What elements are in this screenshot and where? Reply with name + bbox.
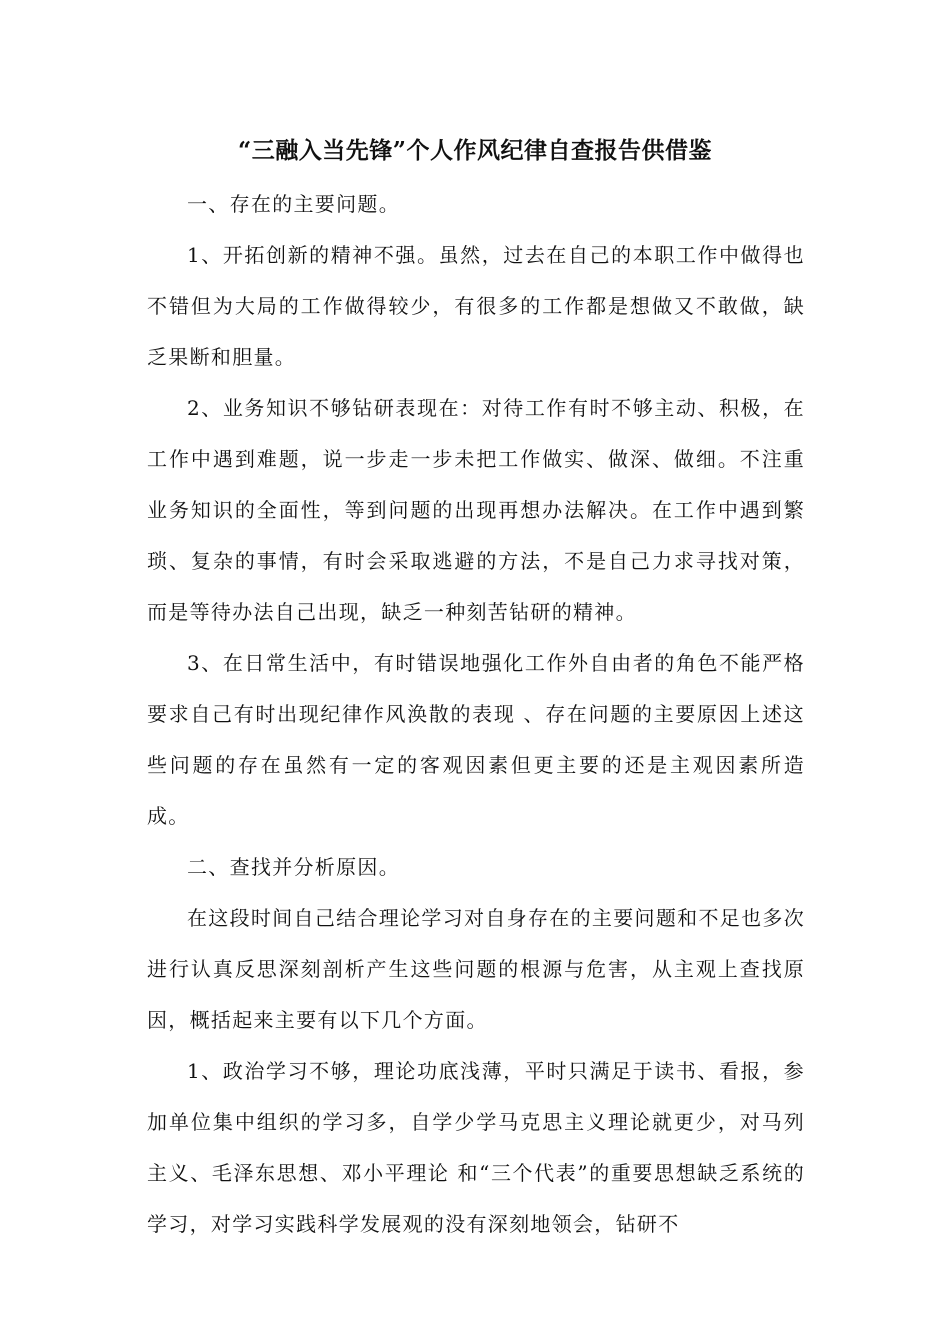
paragraph-knowledge: 2、业务知识不够钻研表现在：对待工作有时不够主动、积极，在工作中遇到难题，说一步走一步未把工作做实、做深、做细。不注重业务知识的全面性，等到问题的出现再想办法解决。在工作中遇到繁琐、复杂的事情，有时会采取逃避的方法，不是自己力求寻找对策，而是等待办法自己出现，缺乏一种刻苦钻研的精神。: [147, 396, 805, 624]
heading-causes: 二、查找并分析原因。: [187, 855, 400, 879]
document-body: [147, 179, 805, 1250]
paragraph-reflection: 在这段时间自己结合理论学习对自身存在的主要问题和不足也多次进行认真反思深刻剖析产生这些问题的根源与危害，从主观上查找原因，概括起来主要有以下几个方面。: [147, 906, 805, 1032]
document-title: “三融入当先锋”个人作风纪律自查报告供借鉴: [238, 137, 712, 164]
paragraph-innovation: 1、开拓创新的精神不强。虽然，过去在自己的本职工作中做得也不错但为大局的工作做得较少，有很多的工作都是想做又不敢做，缺乏果断和胆量。: [147, 243, 805, 369]
paragraph-political-study: 1、政治学习不够，理论功底浅薄，平时只满足于读书、看报，参加单位集中组织的学习多，自学少学马克思主义理论就更少，对马列主义、毛泽东思想、邓小平理论 和“三个代表”的重要思想缺乏系统的学习，对学习实践科学发展观的没有深刻地领会，钻研不: [147, 1059, 805, 1236]
heading-problems: 一、存在的主要问题。: [187, 192, 400, 216]
paragraph-daily-life: 3、在日常生活中，有时错误地强化工作外自由者的角色不能严格要求自己有时出现纪律作风涣散的表现 、存在问题的主要原因上述这些问题的存在虽然有一定的客观因素但更主要的还是主观因素所造成。: [147, 651, 805, 828]
